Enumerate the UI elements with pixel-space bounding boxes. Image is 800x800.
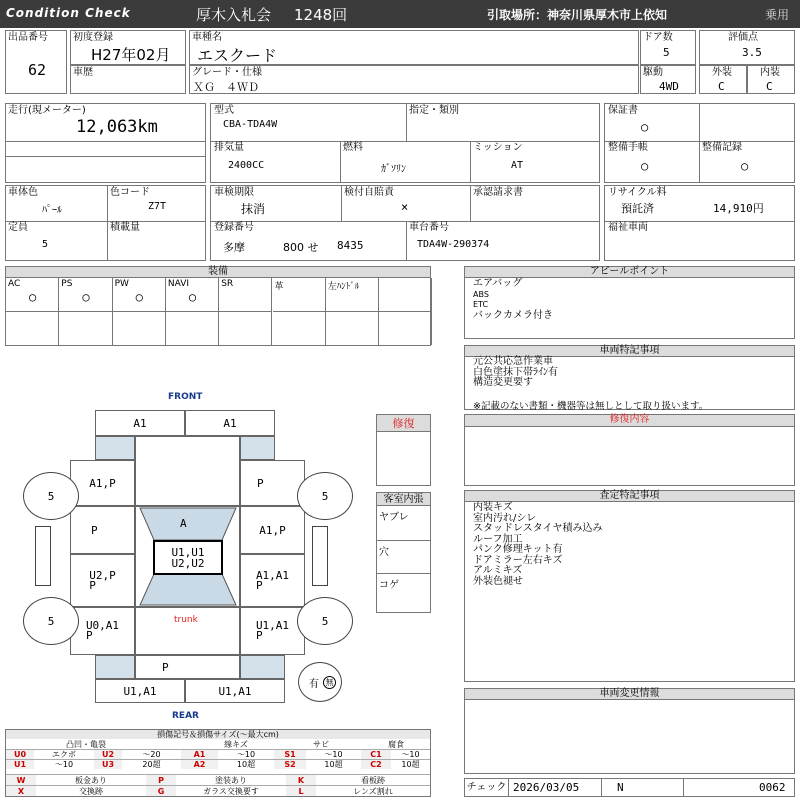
assessment-title: 査定特記事項	[465, 491, 794, 502]
first-reg-value: H27年02月	[91, 46, 171, 64]
equipment-label: 革	[274, 282, 284, 292]
trunk-label: trunk	[174, 615, 198, 625]
assessment-line: ドアミラー左右キズ	[473, 554, 563, 566]
assessment-line: ルーフ加工	[473, 533, 523, 545]
session-number: 1248回	[294, 6, 348, 24]
assessment-line: 内装キズ	[473, 502, 513, 513]
panel-rl-door[interactable]: U2,P P	[70, 554, 135, 607]
equipment-column	[379, 278, 432, 345]
mileage-label: 走行(現メーター)	[8, 105, 86, 116]
ext-box	[699, 65, 747, 94]
legend-code: U3	[94, 759, 122, 769]
equipment-column	[166, 278, 219, 345]
equipment-label: PW	[114, 279, 129, 289]
legend-header: 凸凹・亀裂	[66, 740, 106, 749]
legend-desc: 10超	[391, 759, 430, 769]
assessment-line: 外装色褪せ	[473, 575, 523, 587]
record-value: ○	[741, 159, 749, 173]
legend-header: 腐食	[388, 740, 404, 749]
panel-fl-door[interactable]: P	[70, 506, 135, 554]
mileage-value: 12,063km	[76, 117, 158, 137]
panel-rl-corner	[95, 655, 135, 679]
panel-rr-corner	[240, 655, 285, 679]
score-value: 3.5	[742, 46, 762, 59]
check-label: チェック	[465, 779, 509, 796]
ext-value: C	[718, 80, 725, 93]
legend-code: K	[286, 774, 316, 785]
mission-label: ミッション	[473, 142, 523, 153]
appeal-title: アピールポイント	[465, 267, 794, 278]
appeal-line: バックカメラ付き	[473, 309, 553, 321]
warranty-box	[604, 103, 795, 183]
drive-label: 駆動	[643, 67, 663, 78]
first-reg-box	[70, 30, 186, 65]
spare-label: 有	[309, 678, 319, 690]
legend-desc: 10超	[218, 759, 274, 769]
equipment-label: AC	[8, 279, 21, 289]
approval-label: 承認請求書	[473, 187, 523, 198]
panel-hood[interactable]: A	[180, 517, 187, 530]
chassis-value: TDA4W-290374	[417, 239, 490, 250]
special-line: 白色塗抹下帯ﾗｲﾝ有	[473, 366, 558, 378]
doors-value: 5	[663, 46, 670, 59]
recycle-status: 預託済	[621, 202, 654, 215]
legend-desc: 〜10	[218, 749, 274, 759]
inspection-label: 車検期限	[214, 187, 254, 198]
check-code: N	[617, 781, 624, 794]
legend-code: C2	[361, 759, 391, 769]
recycle-label: リサイクル料	[608, 187, 667, 198]
int-box	[747, 65, 795, 94]
cabin-title: 客室内張	[377, 493, 430, 506]
mileage-box	[5, 103, 206, 183]
car-name-label: 車種名	[192, 32, 222, 43]
doors-box	[640, 30, 696, 65]
legend-desc: エクボ	[34, 749, 94, 759]
first-reg-label: 初度登録	[73, 32, 113, 43]
legend-code: U1	[6, 759, 34, 769]
legend-desc: 塗装あり	[176, 774, 286, 785]
color-code-label: 色コード	[110, 187, 150, 198]
panel-fl-corner	[95, 436, 135, 460]
legend-header: 線キズ	[224, 740, 248, 749]
chassis-label: 車台番号	[409, 222, 449, 233]
appeal-box	[464, 266, 795, 339]
equipment-value: ○	[82, 290, 90, 304]
record-label: 整備記録	[702, 142, 742, 153]
rear-label: REAR	[172, 711, 199, 721]
panel-roof[interactable]: U1,U1 U2,U2	[153, 540, 223, 575]
legend-code: U0	[6, 749, 34, 759]
legend-code: G	[146, 785, 176, 796]
legend-code: U2	[94, 749, 122, 759]
manual-value: ○	[641, 159, 649, 173]
category-label: 乗用	[765, 8, 790, 22]
appeal-line: ABS	[473, 289, 489, 299]
check-box	[464, 778, 795, 797]
legend-desc: 〜10	[306, 749, 361, 759]
int-label: 内装	[760, 67, 780, 78]
legend-code: W	[6, 774, 36, 785]
special-list	[473, 357, 558, 389]
plate-number: 8435	[337, 239, 364, 252]
lot-box	[5, 30, 67, 94]
equipment-label: 左ﾊﾝﾄﾞﾙ	[327, 282, 360, 292]
panel-fr-door[interactable]: A1,P	[240, 506, 305, 554]
doors-label: ドア数	[643, 32, 673, 43]
equipment-value: ○	[135, 290, 143, 304]
legend-title: 損傷記号＆損傷サイズ(〜最大cm)	[6, 730, 430, 739]
lot-label: 出品番号	[8, 32, 48, 43]
lot-number: 62	[28, 61, 47, 79]
special-note: ※記載のない書類・機器等は無しとして取り扱います。	[473, 401, 709, 412]
legend-code: L	[286, 785, 316, 796]
equipment-column	[326, 278, 379, 345]
panel-rear-right[interactable]: U1,A1	[185, 679, 285, 703]
insurance-value: ×	[401, 200, 409, 214]
history-label: 車歴	[73, 67, 93, 78]
panel-rl-fender[interactable]: U0,A1 P	[70, 607, 135, 655]
panel-fr-corner	[240, 436, 275, 460]
recycle-fee: 14,910円	[713, 202, 764, 215]
grade-value: ＸＧ ４ＷＤ	[193, 81, 259, 94]
spec-box	[210, 103, 600, 183]
plate-area: 多摩	[223, 241, 245, 254]
assessment-line: アルミキズ	[473, 565, 523, 576]
repair-detail-box	[464, 414, 795, 486]
inspection-value: 抹消	[241, 202, 266, 216]
capacity-label: 定員	[8, 222, 28, 233]
panel-front-right[interactable]: A1	[185, 410, 275, 436]
grade-box	[189, 65, 639, 94]
plate-class: 800 せ	[283, 241, 319, 254]
check-number: 0062	[759, 781, 786, 794]
equipment-title: 装備	[6, 267, 430, 278]
special-box	[464, 345, 795, 410]
appeal-line: エアバッグ	[473, 278, 523, 289]
drive-value: 4WD	[659, 80, 679, 93]
car-name-value: エスクード	[197, 46, 278, 65]
equipment-value: ○	[188, 290, 197, 304]
drive-box	[640, 65, 696, 94]
legend-desc: 〜10	[391, 749, 430, 759]
tire-rear-right[interactable]: 5	[297, 597, 353, 645]
assessment-list	[473, 503, 603, 587]
plate-label: 登録番号	[214, 222, 254, 233]
equipment-label: NAVI	[167, 279, 190, 289]
fuel-label: 燃料	[343, 142, 363, 153]
color-box	[5, 185, 206, 261]
special-line: 元公共応急作業車	[473, 356, 553, 367]
legend-code: S1	[274, 749, 306, 759]
legend-code: S2	[274, 759, 306, 769]
legend-header: サビ	[313, 740, 329, 749]
panel-fl-fender[interactable]: A1,P	[70, 460, 135, 506]
manual-label: 整備手帳	[608, 142, 648, 153]
mirror-right	[312, 526, 328, 586]
panel-fr-fender[interactable]: P	[240, 460, 305, 506]
assessment-box	[464, 490, 795, 682]
recycle-box	[604, 185, 795, 261]
spare-tire[interactable]	[298, 662, 342, 702]
tire-front-left[interactable]: 5	[23, 472, 79, 520]
legend-code: A1	[181, 749, 218, 759]
history-box	[70, 65, 186, 94]
equipment-column	[113, 278, 166, 345]
legend-code: A2	[181, 759, 218, 769]
capacity-value: 5	[42, 239, 49, 250]
auction-name: 厚木入札会	[196, 6, 272, 24]
brand-title: Condition Check	[6, 6, 131, 20]
fuel-value: ｶﾞｿﾘﾝ	[381, 164, 406, 175]
color-value: ﾊﾟｰﾙ	[42, 205, 62, 216]
cabin-item-tear: ヤブレ	[379, 512, 409, 523]
spare-none-mark: 無	[323, 676, 336, 689]
tire-front-right[interactable]: 5	[297, 472, 353, 520]
appeal-list	[473, 279, 553, 321]
legend-code: X	[6, 785, 36, 796]
color-label: 車体色	[8, 187, 38, 198]
warranty-value: ○	[641, 120, 649, 134]
displacement-value: 2400CC	[228, 160, 265, 171]
equipment-column	[219, 278, 272, 345]
panel-trunk-lid[interactable]: P	[135, 655, 240, 679]
legend-desc: 〜10	[34, 759, 94, 769]
designation-label: 指定・類別	[409, 105, 459, 116]
inspection-box	[210, 185, 600, 261]
appeal-line: ETC	[473, 300, 489, 309]
insurance-label: 検付自賠責	[344, 187, 394, 198]
repair-flag-box	[376, 414, 431, 486]
int-value: C	[766, 80, 773, 93]
equipment-label: PS	[61, 279, 73, 289]
cabin-item-hole: 穴	[379, 547, 389, 558]
legend-desc: 交換跡	[36, 785, 146, 796]
car-name-box	[189, 30, 639, 65]
legend-box	[5, 729, 431, 797]
mission-value: AT	[511, 160, 524, 171]
equipment-column	[273, 278, 326, 345]
change-box	[464, 688, 795, 774]
legend-code: C1	[361, 749, 391, 759]
legend-desc: 板金あり	[36, 774, 146, 785]
ext-label: 外装	[712, 67, 732, 78]
score-label: 評価点	[728, 32, 758, 43]
legend-desc: 20超	[122, 759, 181, 769]
front-label: FRONT	[168, 392, 203, 402]
equipment-value: ○	[29, 290, 37, 304]
assessment-line: パンク修理キット有	[473, 544, 563, 555]
legend-desc: ガラス交換要す	[176, 785, 286, 796]
special-title: 車両特記事項	[465, 346, 794, 357]
panel-rear-left[interactable]: U1,A1	[95, 679, 185, 703]
equipment-column	[6, 278, 59, 345]
cabin-box	[376, 492, 431, 613]
color-code-value: Z7T	[148, 201, 167, 212]
check-date: 2026/03/05	[513, 781, 580, 794]
grade-label: グレード・仕様	[192, 67, 262, 78]
panel-rr-door[interactable]: A1,A1 P	[240, 554, 305, 607]
legend-desc: 看板跡	[316, 774, 430, 785]
warranty-label: 保証書	[608, 105, 638, 116]
header-bar	[0, 0, 800, 28]
equipment-box	[5, 266, 431, 346]
legend-desc: レンズ割れ	[316, 785, 430, 796]
mirror-left	[35, 526, 51, 586]
model-value: CBA-TDA4W	[223, 119, 278, 130]
score-box	[699, 30, 795, 65]
equipment-column	[59, 278, 112, 345]
load-label: 積載量	[110, 222, 140, 233]
pickup-location: 引取場所：神奈川県厚木市上依知	[487, 8, 668, 22]
model-label: 型式	[214, 105, 234, 116]
assessment-line: 室内汚れ/シレ	[473, 512, 537, 524]
tire-rear-left[interactable]: 5	[23, 597, 79, 645]
equipment-label: SR	[221, 279, 234, 289]
repair-detail-title: 修復内容	[465, 415, 794, 427]
panel-hood-top	[135, 436, 240, 506]
special-line: 構造変更要す	[473, 377, 533, 388]
legend-code: P	[146, 774, 176, 785]
change-title: 車両変更情報	[465, 689, 794, 700]
legend-desc: 〜20	[122, 749, 181, 759]
welfare-label: 福祉車両	[608, 222, 648, 233]
panel-front-left[interactable]: A1	[95, 410, 185, 436]
cabin-item-burn: コゲ	[379, 580, 399, 591]
legend-desc: 10超	[306, 759, 361, 769]
repair-flag-label: 修復	[377, 415, 430, 432]
assessment-line: スタッドレスタイヤ積み込み	[473, 523, 603, 534]
panel-rr-fender[interactable]: U1,A1 P	[240, 607, 305, 655]
displacement-label: 排気量	[214, 142, 244, 153]
